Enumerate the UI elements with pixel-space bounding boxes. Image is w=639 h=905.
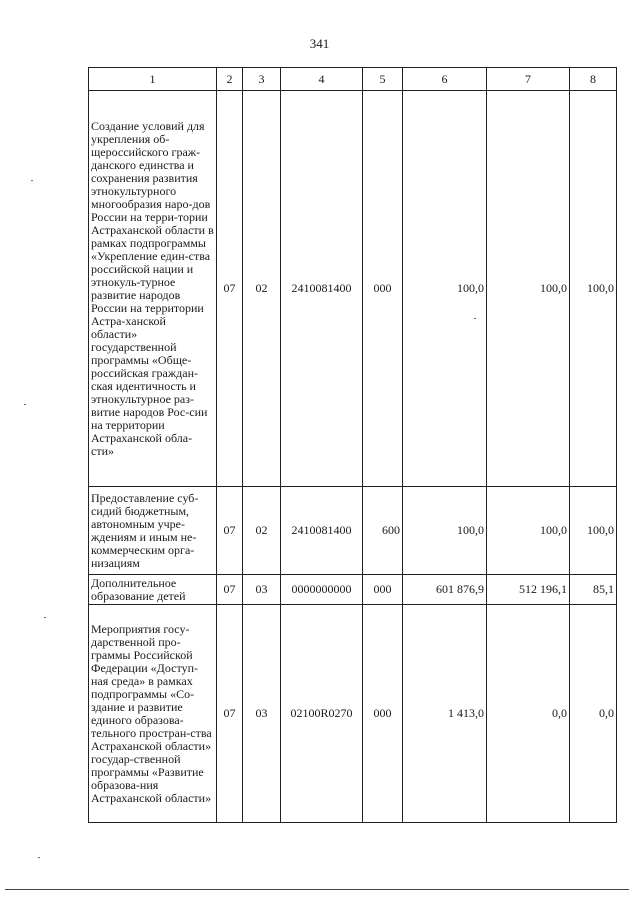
execution-percent: 100,0: [570, 487, 617, 575]
table-row: [89, 605, 617, 823]
budget-table: [88, 67, 617, 823]
scan-speck: [474, 318, 476, 319]
target-article-code: 02100R0270: [281, 605, 363, 823]
section-code: 07: [217, 487, 243, 575]
scan-speck: [44, 617, 46, 618]
scan-speck: [38, 857, 40, 858]
target-article-code: 2410081400: [281, 91, 363, 487]
column-header: 1: [89, 68, 217, 91]
section-code: 07: [217, 605, 243, 823]
executed-amount: 512 196,1: [487, 575, 570, 605]
planned-amount: 601 876,9: [403, 575, 487, 605]
expense-type-code: 600: [363, 487, 403, 575]
scan-speck: [31, 180, 33, 181]
column-header: 3: [243, 68, 281, 91]
planned-amount: 1 413,0: [403, 605, 487, 823]
execution-percent: 85,1: [570, 575, 617, 605]
table-header-row: [89, 68, 617, 91]
expense-type-code: 000: [363, 91, 403, 487]
row-name: Создание условий для укрепления об-щероссийского граж-данского единства и сохранения развития этнокультурного многообразия наро-дов России на терри-тории Астраханской области в рамках подпрограммы «Укрепление един-ства российской нации и этнокуль-турное развитие народов России на территории Астра-ханской области» государственной программы «Обще-российская граждан-ская идентичность и этнокультурное раз-витие народов Рос-сии на территории Астраханской обла-сти»: [89, 91, 217, 487]
target-article-code: 2410081400: [281, 487, 363, 575]
table-row: [89, 91, 617, 487]
row-name: Мероприятия госу-дарственной про-граммы Российской Федерации «Доступ-ная среда» в рамках подпрограммы «Со-здание и развитие единого образова-тельного простран-ства Астраханской области» государ-ственной программы «Развитие образова-ния Астраханской области»: [89, 605, 217, 823]
bottom-rule: [5, 889, 629, 890]
row-name: Предоставление суб-сидий бюджетным, автономным учре-ждениям и иным не-коммерческим орга-низациям: [89, 487, 217, 575]
scan-speck: [24, 404, 26, 405]
expense-type-code: 000: [363, 575, 403, 605]
section-code: 07: [217, 575, 243, 605]
execution-percent: 100,0: [570, 91, 617, 487]
table-row: [89, 575, 617, 605]
planned-amount: 100,0: [403, 91, 487, 487]
column-header: 7: [487, 68, 570, 91]
subsection-code: 02: [243, 91, 281, 487]
column-header: 8: [570, 68, 617, 91]
column-header: 5: [363, 68, 403, 91]
row-name: Дополнительное образование детей: [89, 575, 217, 605]
table-row: [89, 487, 617, 575]
planned-amount: 100,0: [403, 487, 487, 575]
column-header: 6: [403, 68, 487, 91]
target-article-code: 0000000000: [281, 575, 363, 605]
subsection-code: 02: [243, 487, 281, 575]
subsection-code: 03: [243, 605, 281, 823]
column-header: 4: [281, 68, 363, 91]
page-number: 341: [309, 36, 330, 51]
section-code: 07: [217, 91, 243, 487]
execution-percent: 0,0: [570, 605, 617, 823]
executed-amount: 100,0: [487, 91, 570, 487]
subsection-code: 03: [243, 575, 281, 605]
executed-amount: 0,0: [487, 605, 570, 823]
expense-type-code: 000: [363, 605, 403, 823]
executed-amount: 100,0: [487, 487, 570, 575]
column-header: 2: [217, 68, 243, 91]
